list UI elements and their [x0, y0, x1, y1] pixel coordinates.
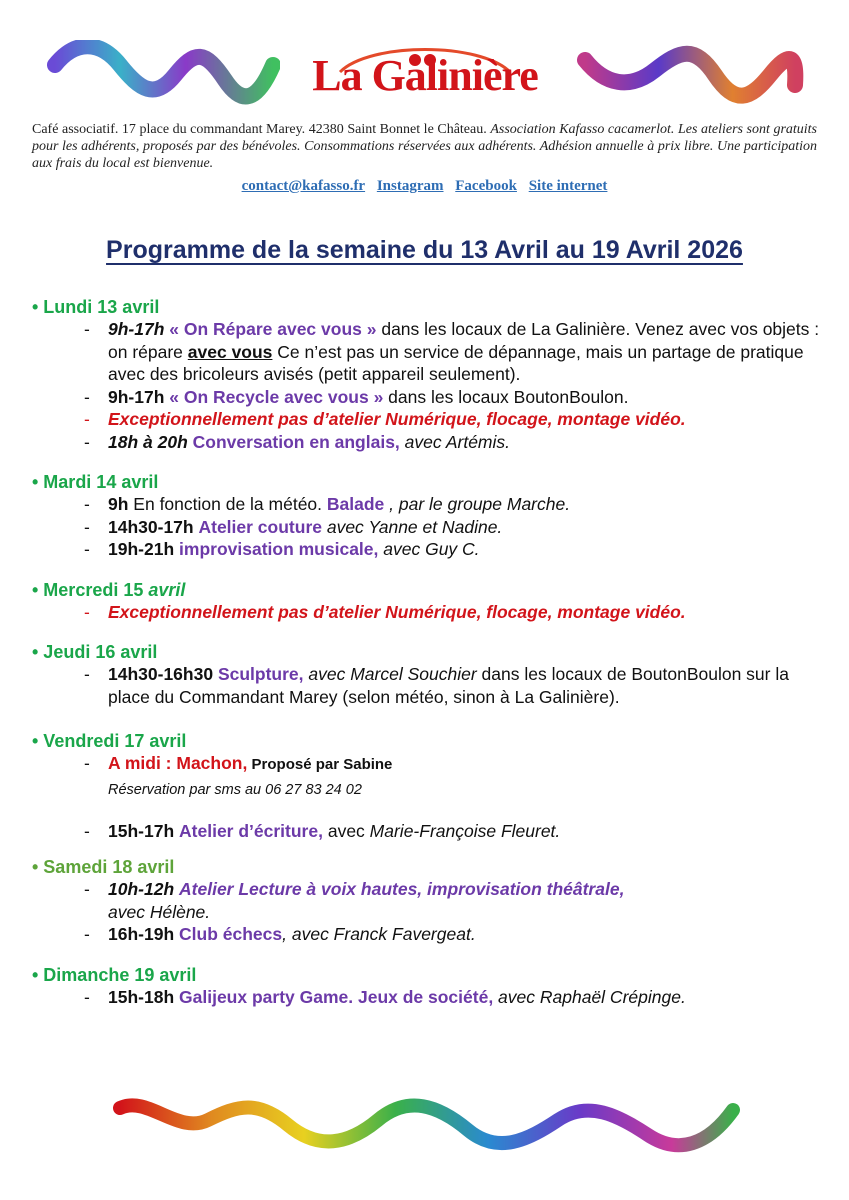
monday-list	[32, 318, 822, 453]
logo-text: La Galinière	[312, 51, 538, 100]
list-item: - 9h-17h « On Répare avec vous » dans les locaux de La Galinière. Venez avec vos objets : on répare avec vous Ce n’est pas un service de dépannage, mais un partage de pratique avec des bricoleurs avisés (petit appareil seulement).	[84, 318, 822, 386]
email-link[interactable]: contact@kafasso.fr	[241, 178, 366, 194]
list-item: - 14h30-16h30 Sculpture, avec Marcel Souchier dans les locaux de BoutonBoulon sur la place du Commandant Marey (selon météo, sinon à La Galinière).	[84, 663, 822, 708]
website-link[interactable]: Site internet	[528, 178, 608, 194]
list-item: - 18h à 20h Conversation en anglais, avec Artémis.	[84, 431, 822, 454]
list-item: - 19h-21h improvisation musicale, avec Guy C.	[84, 538, 822, 561]
list-item: - 9h-17h « On Recycle avec vous » dans les locaux BoutonBoulon.	[84, 386, 822, 409]
thursday-list	[32, 663, 822, 708]
list-item: - 15h-17h Atelier d’écriture, avec Marie-Françoise Fleuret.	[84, 820, 822, 843]
day-friday: • Vendredi 17 avril	[32, 731, 187, 751]
day-thursday: • Jeudi 16 avril	[32, 642, 158, 662]
list-item: - Exceptionnellement pas d’atelier Numérique, flocage, montage vidéo.	[84, 601, 822, 624]
friday-list	[32, 752, 822, 842]
weekly-program	[32, 296, 822, 1008]
info-association: Association Kafasso cacamerlot. Les ateliers sont gratuits pour les adhérents, proposés par des bénévoles. Consommations réservées aux adhérents. Adhésion annuelle à prix libre. Une participation aux frais du local est bienvenue.	[32, 122, 818, 171]
footer-squiggle-decoration	[108, 1090, 748, 1160]
wednesday-list	[32, 601, 822, 624]
squiggle-right-decoration	[575, 40, 805, 120]
page-title: Programme de la semaine du 13 Avril au 19 Avril 2026	[106, 236, 743, 264]
association-info	[32, 121, 817, 172]
list-item: - 9h En fonction de la météo. Balade , par le groupe Marche.	[84, 493, 822, 516]
day-sunday: • Dimanche 19 avril	[32, 964, 197, 985]
list-item: - Exceptionnellement pas d’atelier Numérique, flocage, montage vidéo.	[84, 408, 822, 431]
instagram-link[interactable]: Instagram	[376, 178, 444, 194]
day-saturday: • Samedi 18 avril	[32, 857, 175, 877]
list-item: - 10h-12h Atelier Lecture à voix hautes, improvisation théâtrale, avec Hélène.	[84, 878, 822, 923]
list-item: - A midi : Machon, Proposé par Sabine Réservation par sms au 06 27 83 24 02	[84, 752, 822, 800]
list-item: - 14h30-17h Atelier couture avec Yanne et Nadine.	[84, 516, 822, 539]
contact-links	[0, 178, 849, 195]
day-wednesday: • Mercredi 15 avril	[32, 579, 186, 600]
tuesday-list	[32, 493, 822, 561]
list-item: - 15h-18h Galijeux party Game. Jeux de société, avec Raphaël Crépinge.	[84, 986, 822, 1009]
info-address: Café associatif. 17 place du commandant Marey. 42380 Saint Bonnet le Château.	[32, 122, 487, 137]
list-item: - 16h-19h Club échecs, avec Franck Favergeat.	[84, 923, 822, 946]
logo	[300, 40, 550, 110]
facebook-link[interactable]: Facebook	[455, 178, 517, 194]
squiggle-left-decoration	[45, 40, 280, 120]
day-monday: • Lundi 13 avril	[32, 297, 160, 317]
sunday-list	[32, 986, 822, 1009]
saturday-list	[32, 878, 822, 946]
day-tuesday: • Mardi 14 avril	[32, 472, 159, 492]
